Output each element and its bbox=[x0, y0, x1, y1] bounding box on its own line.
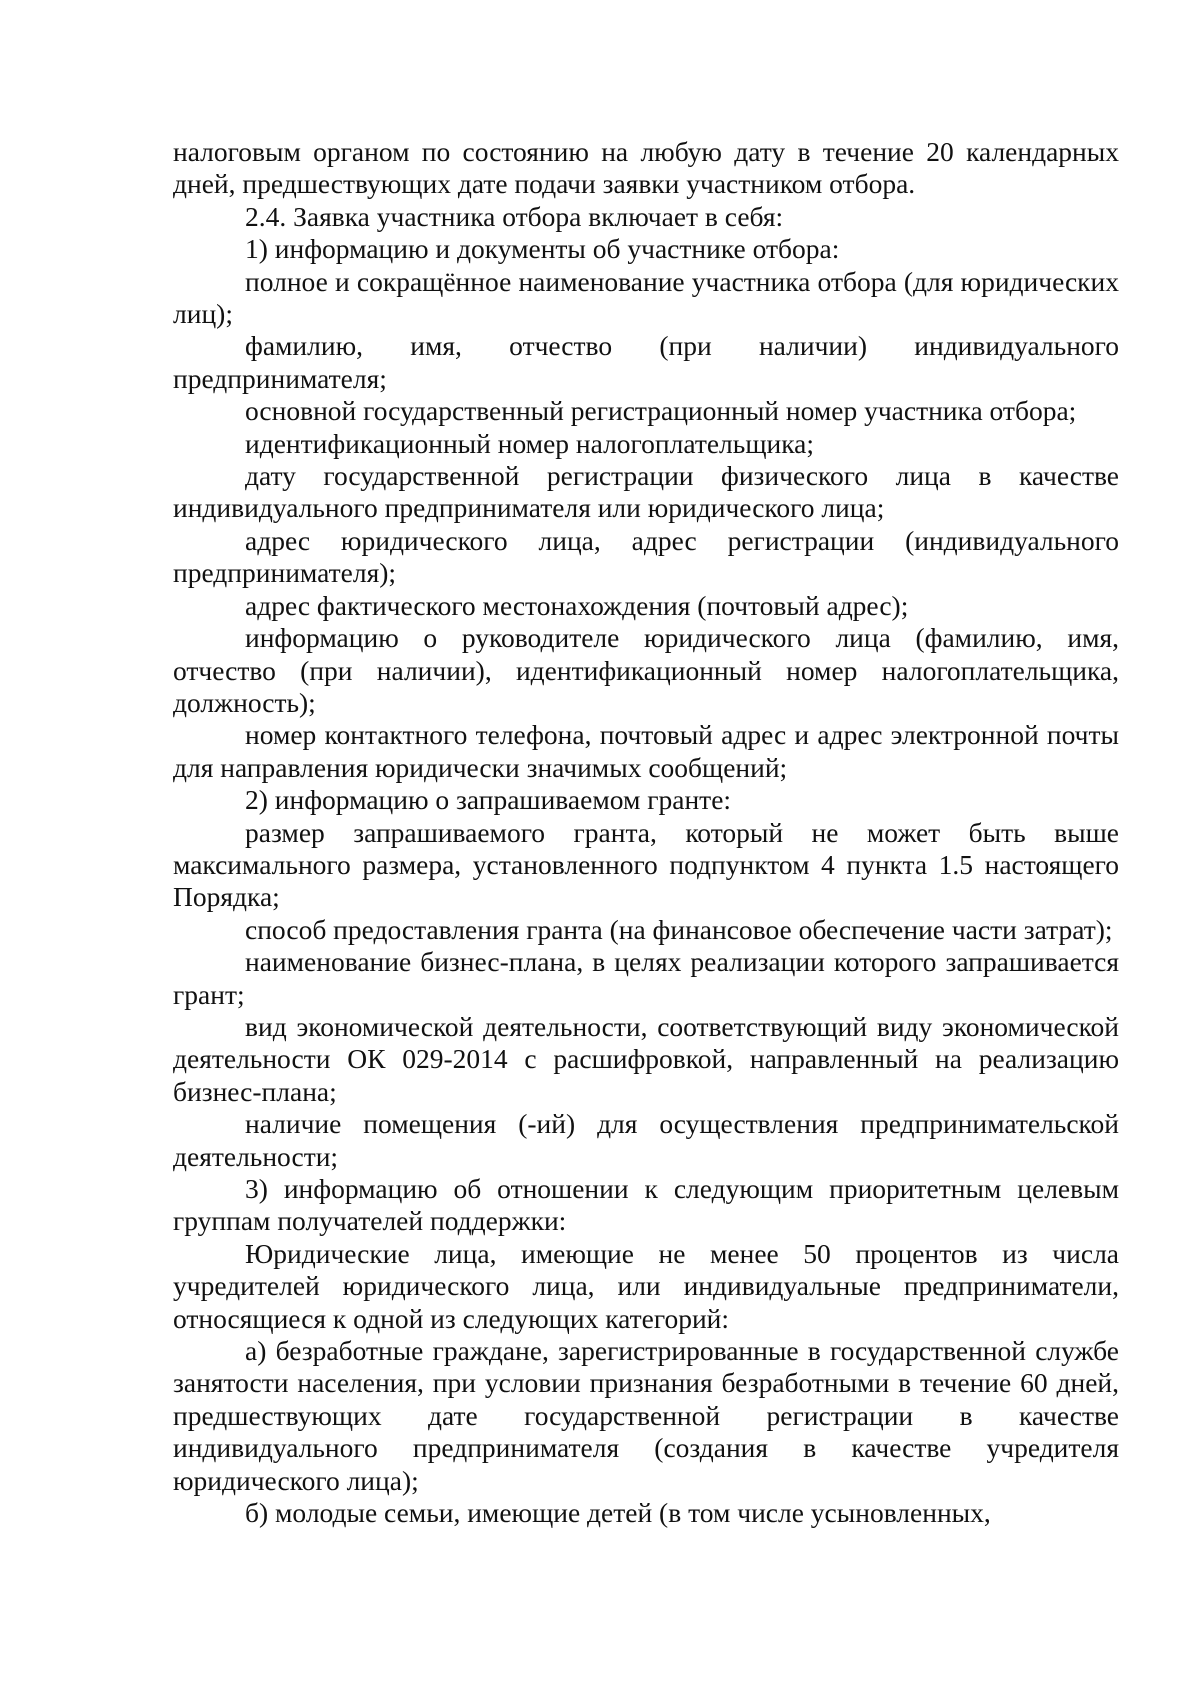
paragraph-legal-entities: Юридические лица, имеющие не менее 50 процентов из числа учредителей юридического лица, или индивидуальные предприниматели, относящиеся к одной из следующих категорий: bbox=[173, 1237, 1119, 1334]
paragraph-activity-type: вид экономической деятельности, соответствующий виду экономической деятельности ОК 029-2014 с расшифровкой, направленный на реализацию бизнес-плана; bbox=[173, 1010, 1119, 1107]
paragraph-registration-date: дату государственной регистрации физического лица в качестве индивидуального предпринимателя или юридического лица; bbox=[173, 460, 1119, 524]
paragraph-continuation: налоговым органом по состоянию на любую дату в течение 20 календарных дней, предшествующих дате подачи заявки участником отбора. bbox=[173, 136, 1119, 200]
paragraph-item-2: 2) информацию о запрашиваемом гранте: bbox=[245, 784, 732, 816]
document-body bbox=[173, 136, 1119, 1529]
paragraph-ogrn: основной государственный регистрационный номер участника отбора; bbox=[245, 395, 1077, 427]
paragraph-subitem-a: а) безработные граждане, зарегистрированные в государственной службе занятости населения, при условии признания безработными в течение 60 дней, предшествующих дате государственной регистрации в качестве индивидуального предпринимателя (создания в качестве учредителя юридического лица); bbox=[173, 1335, 1119, 1496]
paragraph-business-plan-name: наименование бизнес-плана, в целях реализации которого запрашивается грант; bbox=[173, 946, 1119, 1010]
paragraph-grant-size: размер запрашиваемого гранта, который не может быть выше максимального размера, установленного подпунктом 4 пункта 1.5 настоящего Порядка; bbox=[173, 816, 1119, 913]
paragraph-subitem-b: б) молодые семьи, имеющие детей (в том числе усыновленных, bbox=[245, 1497, 991, 1529]
paragraph-director-info: информацию о руководителе юридического лица (фамилию, имя, отчество (при наличии), идентификационный номер налогоплательщика, должность); bbox=[173, 622, 1119, 718]
paragraph-item-3: 3) информацию об отношении к следующим приоритетным целевым группам получателей поддержки: bbox=[173, 1173, 1119, 1237]
paragraph-inn: идентификационный номер налогоплательщика; bbox=[245, 427, 815, 459]
paragraph-item-1: 1) информацию и документы об участнике отбора: bbox=[245, 233, 840, 265]
paragraph-grant-method: способ предоставления гранта (на финансовое обеспечение части затрат); bbox=[245, 913, 1113, 945]
paragraph-actual-address: адрес фактического местонахождения (почтовый адрес); bbox=[245, 589, 909, 621]
paragraph-premises: наличие помещения (-ий) для осуществления предпринимательской деятельности; bbox=[173, 1108, 1119, 1172]
paragraph-section-2-4: 2.4. Заявка участника отбора включает в себя: bbox=[245, 200, 784, 232]
paragraph-legal-address: адрес юридического лица, адрес регистрации (индивидуального предпринимателя); bbox=[173, 524, 1119, 589]
paragraph-full-name: полное и сокращённое наименование участника отбора (для юридических лиц); bbox=[173, 265, 1119, 330]
paragraph-fio: фамилию, имя, отчество (при наличии) индивидуального предпринимателя; bbox=[173, 330, 1119, 394]
paragraph-contacts: номер контактного телефона, почтовый адрес и адрес электронной почты для направления юридически значимых сообщений; bbox=[173, 719, 1119, 783]
